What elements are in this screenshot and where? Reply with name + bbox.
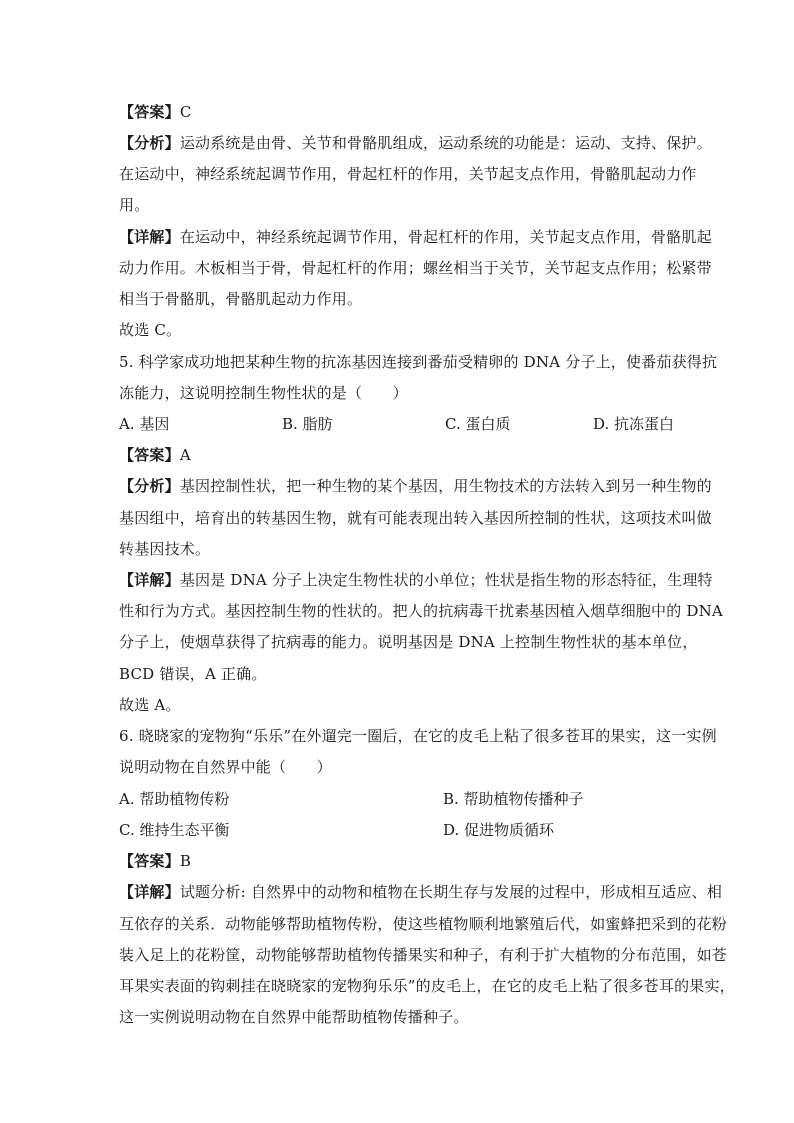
q6-option-d: D. 促进物质循环 [443, 821, 555, 839]
q5-option-c: C. 蛋白质 [445, 415, 511, 433]
q6-answer-tag: 【答案】 [119, 852, 180, 870]
q4-detail-line-3: 相当于骨骼肌，骨骼肌起动力作用。 [119, 290, 363, 308]
q6-option-a: A. 帮助植物传粉 [119, 790, 230, 808]
q4-analysis-tag: 【分析】 [119, 134, 180, 152]
q4-detail-line-1: 【详解】在运动中，神经系统起调节作用，骨起杠杆的作用，关节起支点作用，骨骼肌起 [119, 228, 712, 246]
q5-stem-line-1: 5. 科学家成功地把某种生物的抗冻基因连接到番茄受精卵的 DNA 分子上，使番茄获得抗 [119, 353, 718, 371]
q5-conclusion: 故选 A。 [119, 696, 181, 714]
q5-analysis-line-1: 【分析】基因控制性状，把一种生物的某个基因，用生物技术的方法转入到另一种生物的 [119, 477, 712, 495]
q6-detail-line-4: 耳果实表面的钩刺挂在晓晓家的宠物狗乐乐”的皮毛上，在它的皮毛上粘了很多苍耳的果实， [119, 977, 735, 995]
q5-detail-line-1: 【详解】基因是 DNA 分子上决定生物性状的小单位；性状是指生物的形态特征，生理特 [119, 571, 713, 589]
q4-answer-line [119, 102, 679, 122]
q5-option-d: D. 抗冻蛋白 [593, 415, 675, 433]
q4-detail-line-2: 动力作用。木板相当于骨，骨起杠杆的作用；螺丝相当于关节，关节起支点作用；松紧带 [119, 259, 712, 277]
q5-detail-line-3: 分子上，使烟草获得了抗病毒的能力。说明基因是 DNA 上控制生物性状的基本单位， [119, 633, 698, 651]
q5-analysis-line-2: 基因组中，培育出的转基因生物，就有可能表现出转入基因所控制的性状，这项技术叫做 [119, 509, 712, 527]
q5-stem-line-2: 冻能力，这说明控制生物性状的是（ ） [119, 384, 408, 402]
q6-detail-tag: 【详解】 [119, 883, 180, 901]
q4-analysis-line-2: 在运动中，神经系统起调节作用，骨起杠杆的作用，关节起支点作用，骨骼肌起动力作 [119, 165, 697, 183]
q5-option-b: B. 脂肪 [282, 415, 333, 433]
q4-answer-value: C [179, 103, 192, 121]
q6-detail-line-1: 【详解】试题分析: 自然界中的动物和植物在长期生存与发展的过程中，形成相互适应、相 [119, 883, 723, 901]
q6-option-b: B. 帮助植物传播种子 [443, 790, 584, 808]
q5-analysis-tag: 【分析】 [119, 477, 180, 495]
q6-answer-line [119, 851, 679, 871]
q6-stem-line-2: 说明动物在自然界中能（ ） [119, 758, 332, 776]
q5-answer-tag: 【答案】 [119, 446, 180, 464]
q4-analysis-line-1: 【分析】运动系统是由骨、关节和骨骼肌组成，运动系统的功能是：运动、支持、保护。 [119, 134, 712, 152]
q5-detail-line-4: BCD 错误，A 正确。 [119, 665, 267, 683]
q5-analysis-line-3: 转基因技术。 [119, 540, 211, 558]
q5-option-a: A. 基因 [119, 415, 170, 433]
q6-detail-line-5: 这一实例说明动物在自然界中能帮助植物传播种子。 [119, 1008, 469, 1026]
q6-answer-value: B [179, 852, 192, 870]
q6-option-c: C. 维持生态平衡 [119, 821, 230, 839]
q4-detail-tag: 【详解】 [119, 228, 180, 246]
q6-stem-line-1: 6. 晓晓家的宠物狗“乐乐”在外遛完一圈后，在它的皮毛上粘了很多苍耳的果实，这一实例 [119, 727, 717, 745]
q6-detail-line-3: 装入足上的花粉筐，动物能够帮助植物传播果实和种子，有利于扩大植物的分布范围，如苍 [119, 946, 728, 964]
q4-conclusion: 故选 C。 [119, 321, 182, 339]
q4-answer-tag: 【答案】 [119, 103, 180, 121]
q4-analysis-line-3: 用。 [119, 196, 150, 214]
q5-detail-line-2: 性和行为方式。基因控制生物的性状的。把人的抗病毒干扰素基因植入烟草细胞中的 DNA [119, 602, 723, 620]
q5-answer-value: A [179, 446, 191, 464]
q6-detail-line-2: 互依存的关系．动物能够帮助植物传粉，使这些植物顺利地繁殖后代，如蜜蜂把采到的花粉 [119, 915, 728, 933]
q5-detail-tag: 【详解】 [119, 571, 180, 589]
q5-answer-line [119, 445, 679, 465]
